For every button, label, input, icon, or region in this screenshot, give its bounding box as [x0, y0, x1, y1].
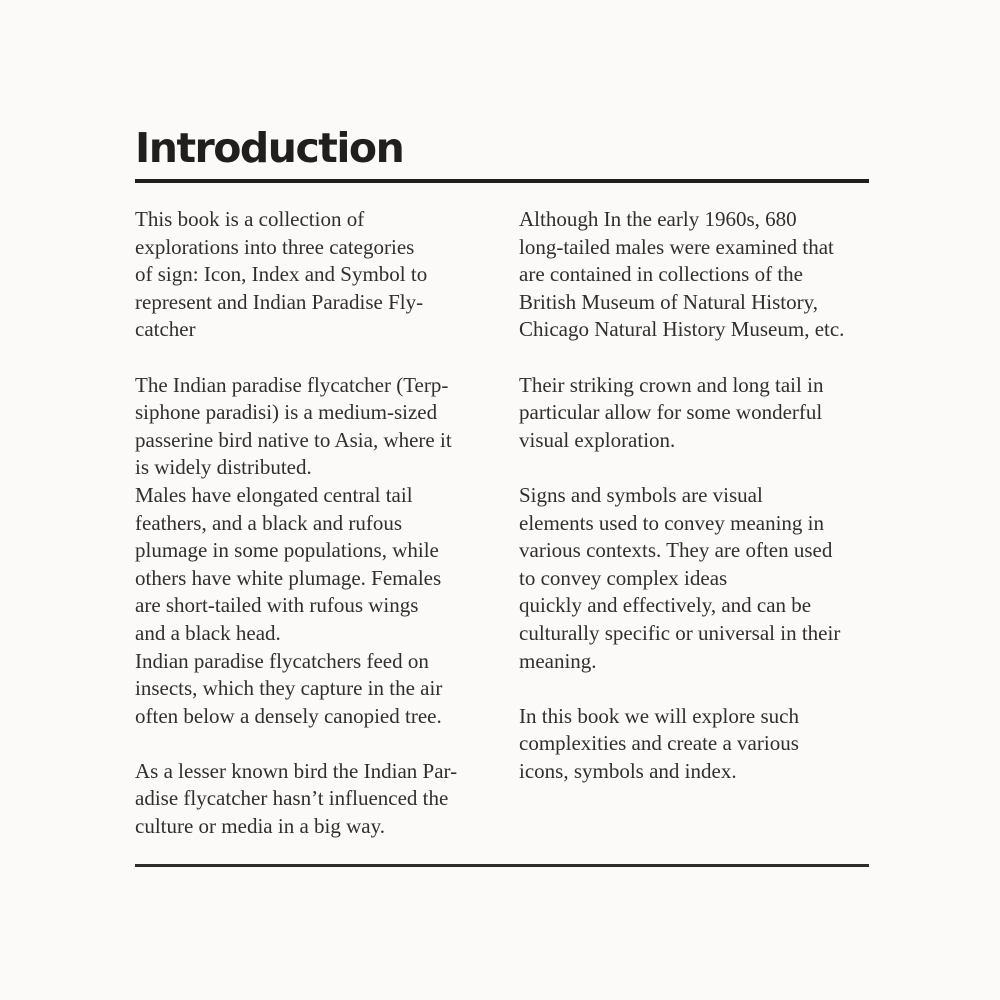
text-line: plumage in some populations, while	[135, 538, 439, 563]
text-line: explorations into three categories	[135, 234, 415, 259]
text-line: quickly and effectively, and can be	[519, 593, 812, 618]
paragraph	[519, 482, 869, 675]
text-line: Although In the early 1960s, 680	[519, 207, 797, 231]
footer-rule	[135, 864, 869, 867]
text-line: long-tailed males were examined that	[519, 234, 834, 259]
text-line: As a lesser known bird the Indian Par-	[135, 758, 458, 783]
text-line: complexities and create a various	[519, 731, 799, 756]
text-line: adise flycatcher hasn’t influenced the	[135, 786, 449, 811]
text-line: Chicago Natural History Museum, etc.	[519, 317, 845, 342]
text-line: visual exploration.	[519, 427, 676, 452]
text-line: often below a densely canopied tree.	[135, 703, 442, 728]
text-line: meaning.	[519, 648, 597, 673]
text-line: culturally specific or universal in their	[519, 620, 841, 645]
paragraph	[135, 758, 485, 841]
text-line: siphone paradisi) is a medium-sized	[135, 400, 438, 425]
text-line: are contained in collections of the	[519, 262, 803, 287]
text-line: elements used to convey meaning in	[519, 510, 825, 535]
text-line: This book is a collection of	[135, 207, 365, 231]
text-line: others have white plumage. Females	[135, 565, 442, 590]
text-line: Signs and symbols are visual	[519, 482, 763, 507]
text-line: Their striking crown and long tail in	[519, 372, 824, 397]
left-column	[135, 206, 485, 841]
text-line: represent and Indian Paradise Fly-	[135, 289, 424, 314]
text-line: to convey complex ideas	[519, 565, 728, 590]
text-line: is widely distributed.	[135, 455, 312, 480]
text-line: Males have elongated central tail	[135, 482, 413, 507]
paragraph	[519, 372, 869, 455]
title-underline-rule	[135, 179, 869, 183]
text-line: insects, which they capture in the air	[135, 676, 443, 701]
text-line: In this book we will explore such	[519, 703, 799, 728]
text-line: The Indian paradise flycatcher (Terp-	[135, 372, 449, 397]
text-line: British Museum of Natural History,	[519, 289, 819, 314]
text-line: icons, symbols and index.	[519, 758, 737, 783]
paragraph	[135, 206, 485, 344]
text-line: catcher	[135, 317, 196, 342]
text-line: Indian paradise flycatchers feed on	[135, 648, 429, 673]
page-title: Introduction	[135, 124, 404, 172]
paragraph	[135, 372, 485, 731]
text-line: various contexts. They are often used	[519, 538, 833, 563]
paragraph	[519, 703, 869, 786]
text-line: and a black head.	[135, 620, 281, 645]
text-line: feathers, and a black and rufous	[135, 510, 403, 535]
paragraph	[519, 206, 869, 344]
text-columns	[135, 206, 869, 841]
text-line: culture or media in a big way.	[135, 814, 385, 839]
text-line: of sign: Icon, Index and Symbol to	[135, 262, 428, 287]
text-line: particular allow for some wonderful	[519, 400, 823, 425]
right-column	[519, 206, 869, 841]
text-line: passerine bird native to Asia, where it	[135, 427, 452, 452]
text-line: are short-tailed with rufous wings	[135, 593, 419, 618]
